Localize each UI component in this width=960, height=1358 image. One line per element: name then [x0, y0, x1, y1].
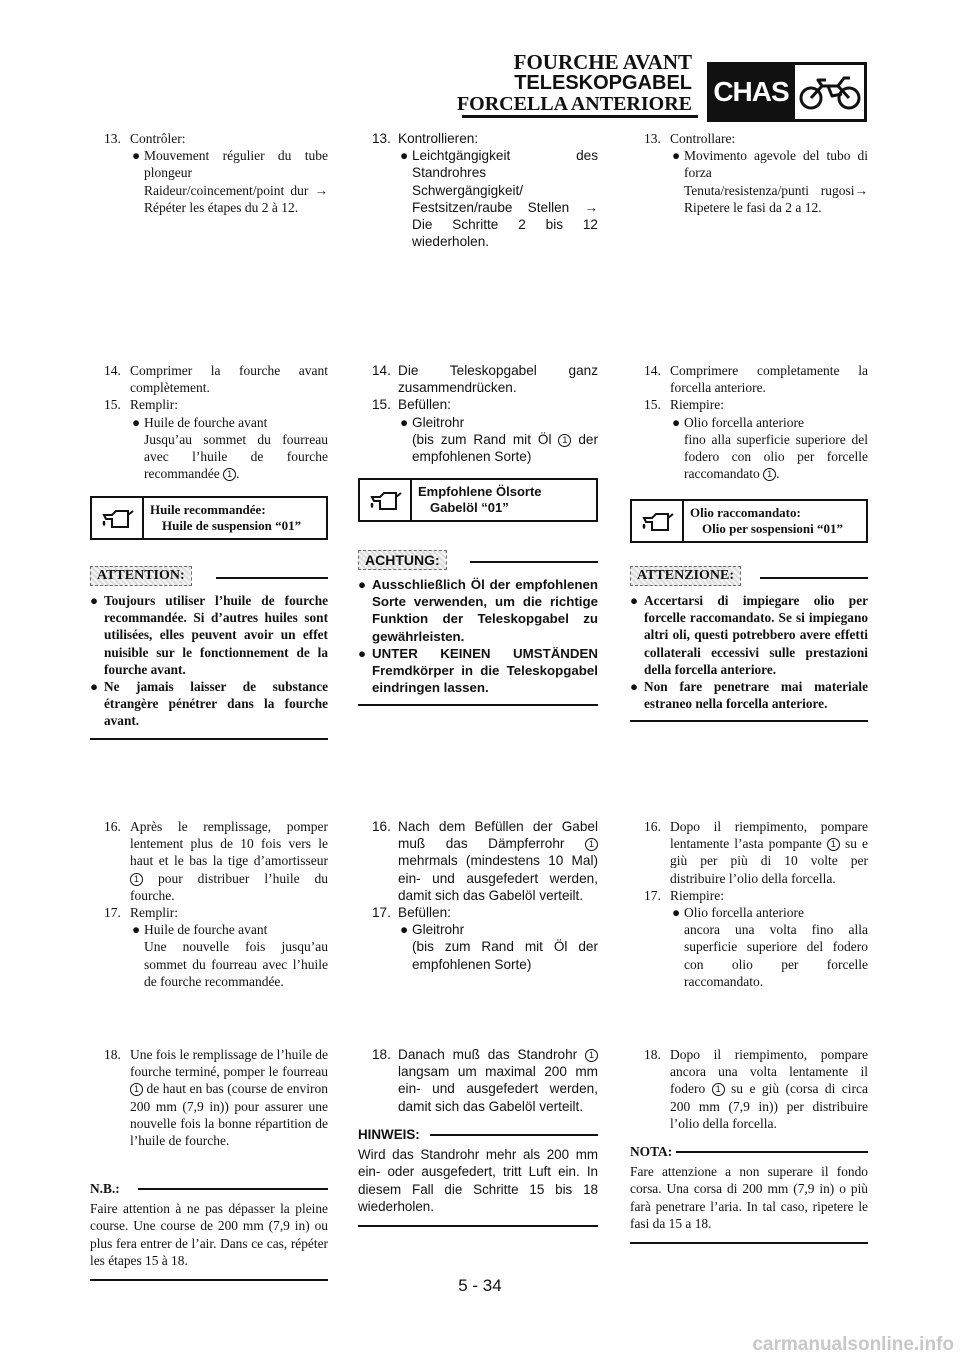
step-number: 18. — [644, 1047, 661, 1062]
spec-title: Empfohlene Ölsorte — [418, 484, 542, 499]
bullet-icon: ● — [132, 414, 141, 430]
step-number: 13. — [104, 131, 121, 146]
watermark: carmanualsonline.info — [752, 1334, 954, 1355]
step-title: Controllare: — [670, 131, 736, 146]
caution-item: ● Accertarsi di impiegare olio per forcelle raccomandato. Se si impiegano altri oli, questi potrebbero avere effetti collaterali eccessivi sulle prestazioni della forcella anteriore. — [630, 593, 868, 677]
step-detail: der empfohlenen Sorte) — [412, 431, 599, 465]
callout-1: 1 — [130, 873, 143, 886]
step-number: 13. — [372, 131, 391, 146]
note-block-de — [358, 1126, 598, 1227]
motorcycle-icon — [792, 65, 864, 119]
bullet-icon: ● — [400, 414, 409, 430]
step-text: Après le remplissage, pomper lentement plus de 10 fois vers le haut et le bas la tige d’amortisseur — [130, 819, 328, 869]
step-number: 17. — [644, 887, 661, 903]
bullet-icon: ● — [400, 148, 409, 164]
step-text: Dopo il riempimento, pompare lentamente l’asta pompante — [670, 819, 868, 852]
caution-label: ACHTUNG: — [358, 550, 447, 570]
caution-end-rule — [90, 738, 328, 740]
caution-label: ATTENZIONE: — [630, 566, 741, 586]
section-badge-label: CHAS — [710, 65, 792, 119]
caution-rule — [760, 577, 868, 579]
step-18-de — [358, 1046, 598, 1115]
step-title: Riempire: — [670, 397, 724, 413]
step-number: 15. — [104, 397, 121, 413]
note-label: NOTA: — [630, 1144, 673, 1159]
step-title: Remplir: — [130, 397, 178, 413]
step-detail: (bis zum Rand mit Öl — [412, 431, 552, 447]
step-text: Dopo il riempimento, pompare ancora una volta lentamente il fodero — [670, 1047, 868, 1097]
step-14-15-de — [358, 362, 598, 465]
bullet-text: Huile de fourche avant — [144, 414, 268, 430]
bullet-icon: ● — [672, 905, 681, 921]
bullet-text: Movimento agevole del tubo di forza — [684, 148, 868, 181]
step-number: 14. — [372, 363, 391, 378]
step-title: Kontrollieren: — [398, 131, 479, 146]
step-title: Remplir: — [130, 905, 178, 921]
step-number: 15. — [372, 397, 391, 413]
step-text: su e giù per più di 10 volte per distribuire l’olio della forcella. — [670, 836, 868, 886]
step-text: su e giù (corsa di circa 200 mm (7,9 in)) per distribuire l’olio della forcella. — [670, 1081, 869, 1131]
step-text: langsam um maximal 200 mm ein- und ausgefedert werden, damit sich das Gabelöl verteilt. — [398, 1064, 598, 1114]
step-16-17-de — [358, 818, 598, 973]
step-number: 14. — [644, 363, 661, 378]
step-number: 18. — [104, 1047, 121, 1062]
callout-1: 1 — [130, 1083, 143, 1096]
callout-1: 1 — [763, 468, 776, 481]
step-14-15-it: 14. Comprimere completamente la forcella anteriore. 15. Riempire: ● Olio forcella anteriore fino alla superficie superiore del fodero con olio per forcelle raccomandato 1 . — [644, 363, 868, 482]
step-number: 17. — [372, 905, 391, 921]
spec-value: Huile de suspension “01” — [162, 518, 302, 533]
chassis-section-badge — [707, 62, 867, 122]
caution-item: ● Toujours utiliser l’huile de fourche recommandée. Si d’autres huiles sont utilisées, elles peuvent avoir un effet nuisible sur le fonctionnement de la fourche avant. — [90, 593, 328, 677]
step-number: 16. — [104, 819, 121, 834]
step-number: 16. — [372, 819, 391, 834]
step-number: 13. — [644, 131, 661, 146]
note-label: HINWEIS: — [358, 1127, 420, 1142]
bullet-text: Gleitrohr — [412, 414, 465, 430]
spec-box-it — [630, 499, 868, 543]
bullet-icon: ● — [90, 593, 99, 608]
step-title: Riempire: — [670, 887, 724, 903]
step-title: Contrôler: — [130, 131, 186, 146]
step-number: 14. — [104, 363, 121, 378]
note-label: N.B.: — [90, 1181, 120, 1196]
oil-can-icon — [360, 480, 412, 520]
note-rule — [138, 1188, 328, 1190]
oil-can-icon — [632, 501, 684, 541]
step-18-fr — [90, 1046, 328, 1149]
callout-1: 1 — [712, 1083, 725, 1096]
note-text: Wird das Standrohr mehr als 200 mm ein- oder ausgefedert, tritt Luft ein. In diesem Fall die Schritte 15 bis 18 wiederholen. — [358, 1147, 598, 1214]
spec-title: Huile recommandée: — [150, 502, 266, 517]
step-text: Die Teleskopgabel ganz zusammendrücken. — [398, 363, 598, 396]
caution-block-de — [358, 550, 598, 706]
step-detail: fino alla superficie superiore del fodero con olio per forcelle raccomandato — [684, 431, 868, 482]
bullet-text: Olio forcella anteriore — [684, 414, 804, 430]
spec-value: Gabelöl “01” — [430, 500, 509, 515]
step-number: 18. — [372, 1047, 391, 1062]
note-end-rule — [358, 1225, 598, 1227]
callout-1: 1 — [223, 468, 236, 481]
step-number: 15. — [644, 397, 661, 413]
bullet-icon: ● — [132, 148, 141, 164]
callout-1: 1 — [585, 838, 598, 851]
note-rule — [430, 1134, 598, 1136]
bullet-text: Huile de fourche avant — [144, 922, 268, 938]
note-end-rule — [630, 1242, 868, 1244]
caution-block-it — [630, 566, 868, 722]
bullet-text: Olio forcella anteriore — [684, 905, 804, 921]
bullet-text: Mouvement régulier du tube plongeur — [144, 148, 328, 181]
bullet-text: Gleitrohr — [412, 922, 465, 938]
step-text: Nach dem Befüllen der Gabel muß das Dämpferrohr — [398, 819, 598, 852]
step-title: Befüllen: — [398, 905, 451, 921]
step-text: Danach muß das Standrohr — [398, 1047, 578, 1062]
bullet-icon: ● — [358, 645, 367, 661]
step-text: Une fois le remplissage de l’huile de fourche terminé, pomper le fourreau — [130, 1047, 328, 1080]
step-text: Comprimere completamente la forcella anteriore. — [670, 363, 868, 396]
step-detail: Tenuta/resistenza/punti rugosi→ Ripetere le fasi da 2 a 12. — [684, 182, 868, 215]
step-13-it — [630, 130, 868, 216]
callout-1: 1 — [585, 1049, 598, 1062]
caution-block-fr — [90, 566, 328, 740]
step-detail: Raideur/coincement/point dur → Répéter les étapes du 2 à 12. — [144, 182, 328, 215]
caution-rule — [216, 577, 328, 579]
bullet-icon: ● — [630, 679, 639, 695]
step-text: Comprimer la fourche avant complètement. — [130, 363, 328, 396]
callout-1: 1 — [558, 434, 571, 447]
note-text: Faire attention à ne pas dépasser la pleine course. Une course de 200 mm (7,9 in) ou plus fera entrer de l’air. Dans ce cas, répéter les étapes 15 à 18. — [90, 1201, 328, 1268]
caution-end-rule — [358, 704, 598, 706]
step-number: 16. — [644, 819, 661, 834]
spec-value: Olio per sospensioni “01” — [702, 521, 843, 536]
step-16-17-fr — [90, 818, 328, 990]
spec-box-de — [358, 478, 598, 522]
spec-title: Olio raccomandato: — [690, 505, 801, 520]
oil-can-icon — [92, 498, 144, 538]
bullet-icon: ● — [400, 922, 409, 938]
step-18-it — [630, 1046, 868, 1132]
caution-end-rule — [630, 720, 868, 722]
caution-item: ● Non fare penetrare mai materiale estraneo nella forcella anteriore. — [630, 679, 868, 712]
caution-item: ● UNTER KEINEN UMSTÄNDEN Fremdkörper in die Teleskopgabel eindringen lassen. — [358, 645, 598, 696]
step-title: Befüllen: — [398, 397, 451, 413]
bullet-icon: ● — [90, 679, 99, 695]
bullet-icon: ● — [672, 414, 681, 430]
note-block-it — [630, 1143, 868, 1244]
note-rule — [676, 1151, 868, 1153]
title-it: FORCELLA ANTERIORE — [456, 93, 692, 115]
step-text: de haut en bas (course de environ 200 mm (7,9 in)) pour assurer une nouvelle fois la bonne répartition de l’huile de fourche. — [130, 1081, 329, 1149]
caution-rule — [470, 561, 598, 563]
step-text: pour distribuer l’huile du fourche. — [130, 870, 329, 903]
page-number: 5 - 34 — [458, 1276, 502, 1295]
caution-label: ATTENTION: — [90, 566, 192, 586]
caution-item: ● Ausschließlich Öl der empfohlenen Sorte verwenden, um die richtige Funktion der Teleskopgabel zu gewährleisten. — [358, 577, 598, 644]
step-detail: Une nouvelle fois jusqu’au sommet du fourreau avec l’huile de fourche recommandée. — [144, 939, 328, 989]
spec-box-fr — [90, 496, 328, 540]
callout-1: 1 — [827, 838, 840, 851]
bullet-icon: ● — [132, 922, 141, 938]
caution-item: ● Ne jamais laisser de substance étrangère pénétrer dans la fourche avant. — [90, 679, 328, 729]
bullet-icon: ● — [358, 577, 367, 592]
bullet-icon: ● — [672, 148, 681, 164]
step-detail: (bis zum Rand mit Öl der empfohlenen Sorte) — [412, 939, 598, 972]
title-fr: FOURCHE AVANT — [513, 50, 692, 74]
step-16-17-it — [630, 818, 868, 990]
step-number: 17. — [104, 905, 121, 921]
note-text: Fare attenzione a non superare il fondo corsa. Una corsa di 200 mm (7,9 in) o più farà penetrare l’aria. In tal caso, ripetere le fasi da 15 a 18. — [630, 1164, 868, 1231]
step-detail: ancora una volta fino alla superficie superiore del fodero con olio per forcelle raccomandato. — [684, 922, 868, 989]
note-block-fr — [90, 1180, 328, 1281]
step-13-fr — [90, 130, 328, 216]
step-text: mehrmals (mindestens 10 Mal) ein- und ausgefedert werden, damit sich das Gabelöl verteilt. — [398, 853, 598, 903]
bullet-icon: ● — [630, 593, 639, 608]
step-detail: Jusqu’au sommet du fourreau avec l’huile de fourche recommandée — [144, 431, 328, 482]
title-de: TELESKOPGABEL — [514, 72, 692, 94]
header-rule — [462, 115, 698, 118]
step-13-de — [358, 130, 598, 250]
step-14-15-fr: 14. Comprimer la fourche avant complètement. 15. Remplir: ● Huile de fourche avant Jusqu’au sommet du fourreau avec l’huile de fourche recommandée 1 . — [104, 363, 328, 482]
bullet-text: Leichtgängigkeit des Standrohres Schwergängigkeit/ Festsitzen/raube Stellen → Die Schritte 2 bis 12 wiederholen. — [412, 148, 598, 250]
